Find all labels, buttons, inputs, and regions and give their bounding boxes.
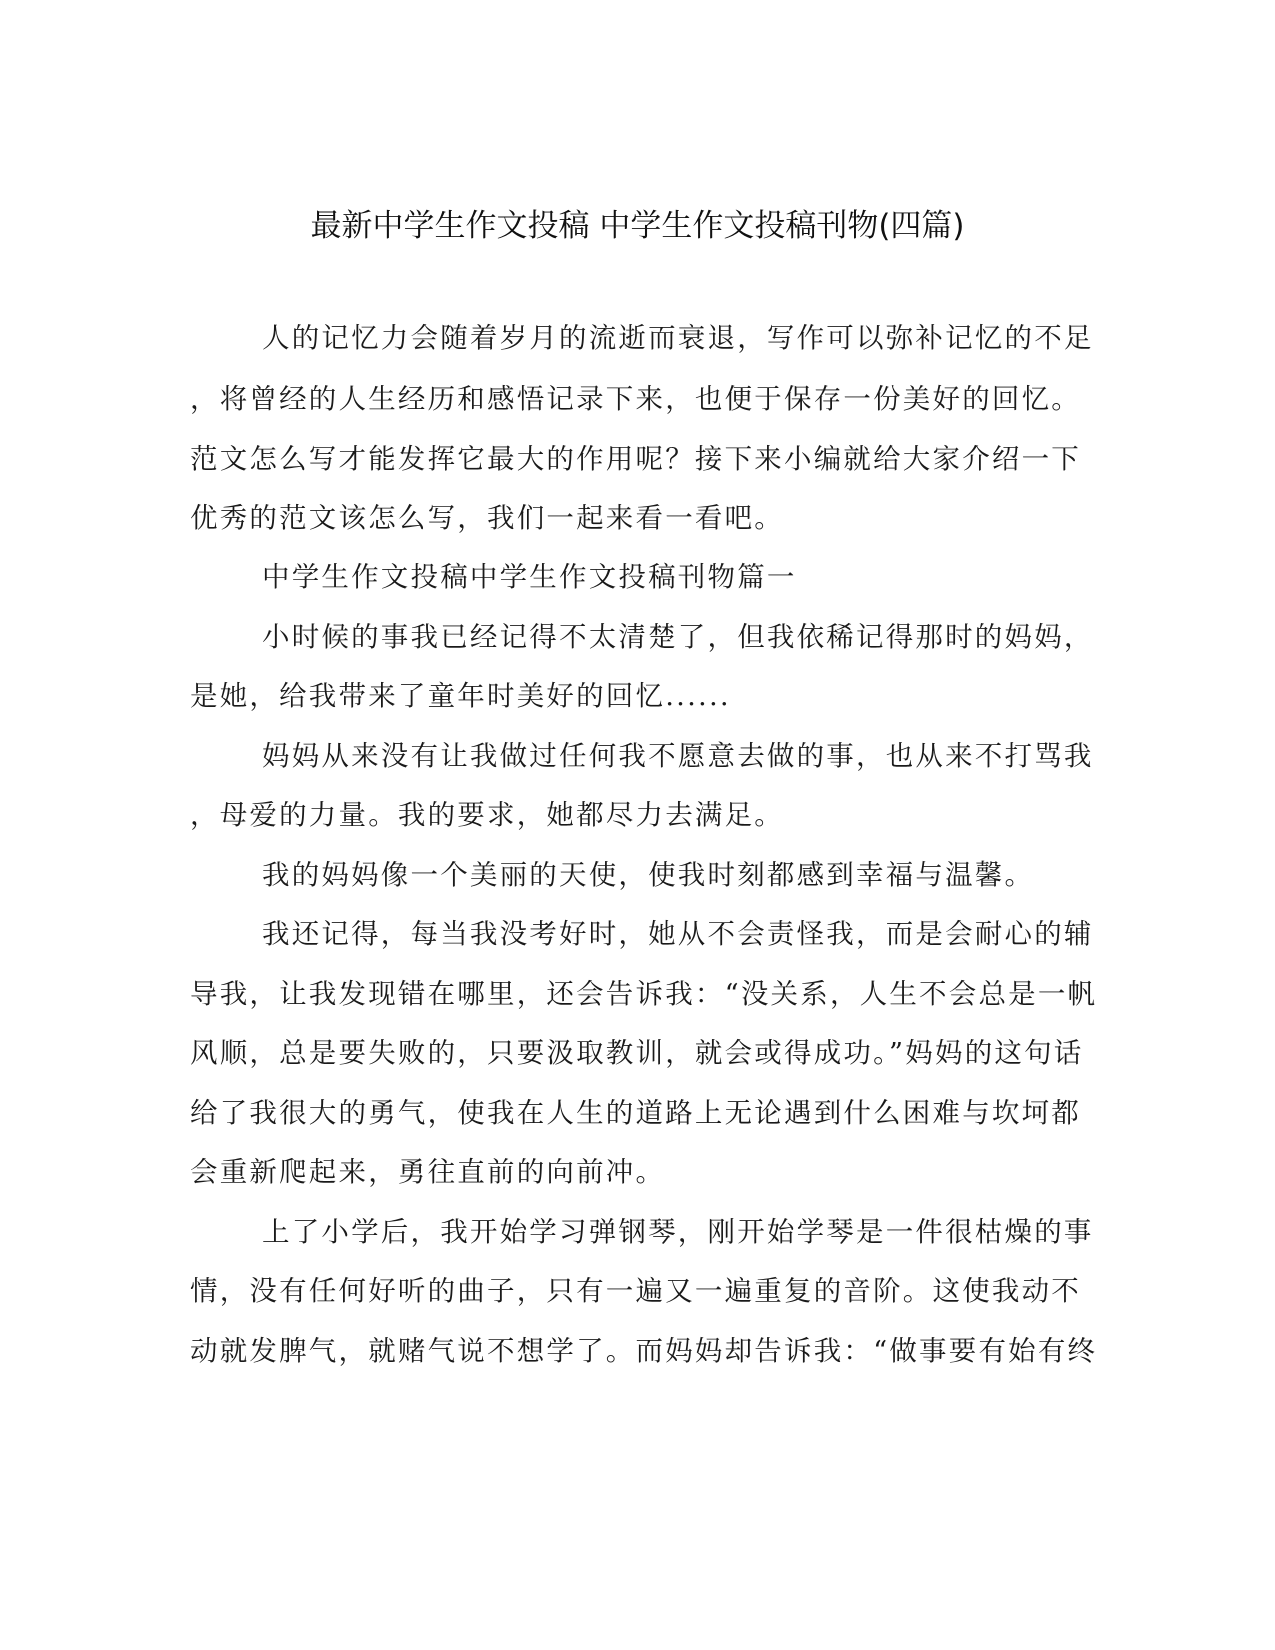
body-line: 风顺，总是要失败的，只要汲取教训，就会或得成功。”妈妈的这句话 — [190, 1037, 1084, 1069]
body-line: ，母爱的力量。我的要求，她都尽力去满足。 — [190, 799, 784, 831]
body-line: 范文怎么写才能发挥它最大的作用呢？接下来小编就给大家介绍一下 — [190, 443, 1081, 475]
body-line: 妈妈从来没有让我做过任何我不愿意去做的事，也从来不打骂我 — [262, 740, 1094, 772]
body-line: 给了我很大的勇气，使我在人生的道路上无论遇到什么困难与坎坷都 — [190, 1097, 1081, 1129]
body-line: 动就发脾气，就赌气说不想学了。而妈妈却告诉我：“做事要有始有终 — [190, 1335, 1098, 1367]
body-line: 是她，给我带来了童年时美好的回忆...... — [190, 680, 731, 712]
body-line: 我的妈妈像一个美丽的天使，使我时刻都感到幸福与温馨。 — [262, 859, 1035, 891]
document-title: 最新中学生作文投稿 中学生作文投稿刊物(四篇) — [310, 208, 965, 244]
body-line: 优秀的范文该怎么写，我们一起来看一看吧。 — [190, 502, 784, 534]
body-line: 情，没有任何好听的曲子，只有一遍又一遍重复的音阶。这使我动不 — [190, 1275, 1081, 1307]
body-line: 会重新爬起来，勇往直前的向前冲。 — [190, 1156, 666, 1188]
body-line: 我还记得，每当我没考好时，她从不会责怪我，而是会耐心的辅 — [262, 918, 1094, 950]
section-heading: 中学生作文投稿中学生作文投稿刊物篇一 — [262, 561, 797, 593]
body-line: 小时候的事我已经记得不太清楚了，但我依稀记得那时的妈妈， — [262, 621, 1094, 653]
body-line: 导我，让我发现错在哪里，还会告诉我：“没关系，人生不会总是一帆 — [190, 978, 1098, 1010]
body-line: ，将曾经的人生经历和感悟记录下来，也便于保存一份美好的回忆。 — [190, 383, 1081, 415]
body-line: 人的记忆力会随着岁月的流逝而衰退，写作可以弥补记忆的不足 — [262, 322, 1094, 354]
body-line: 上了小学后，我开始学习弹钢琴，刚开始学琴是一件很枯燥的事 — [262, 1216, 1094, 1248]
